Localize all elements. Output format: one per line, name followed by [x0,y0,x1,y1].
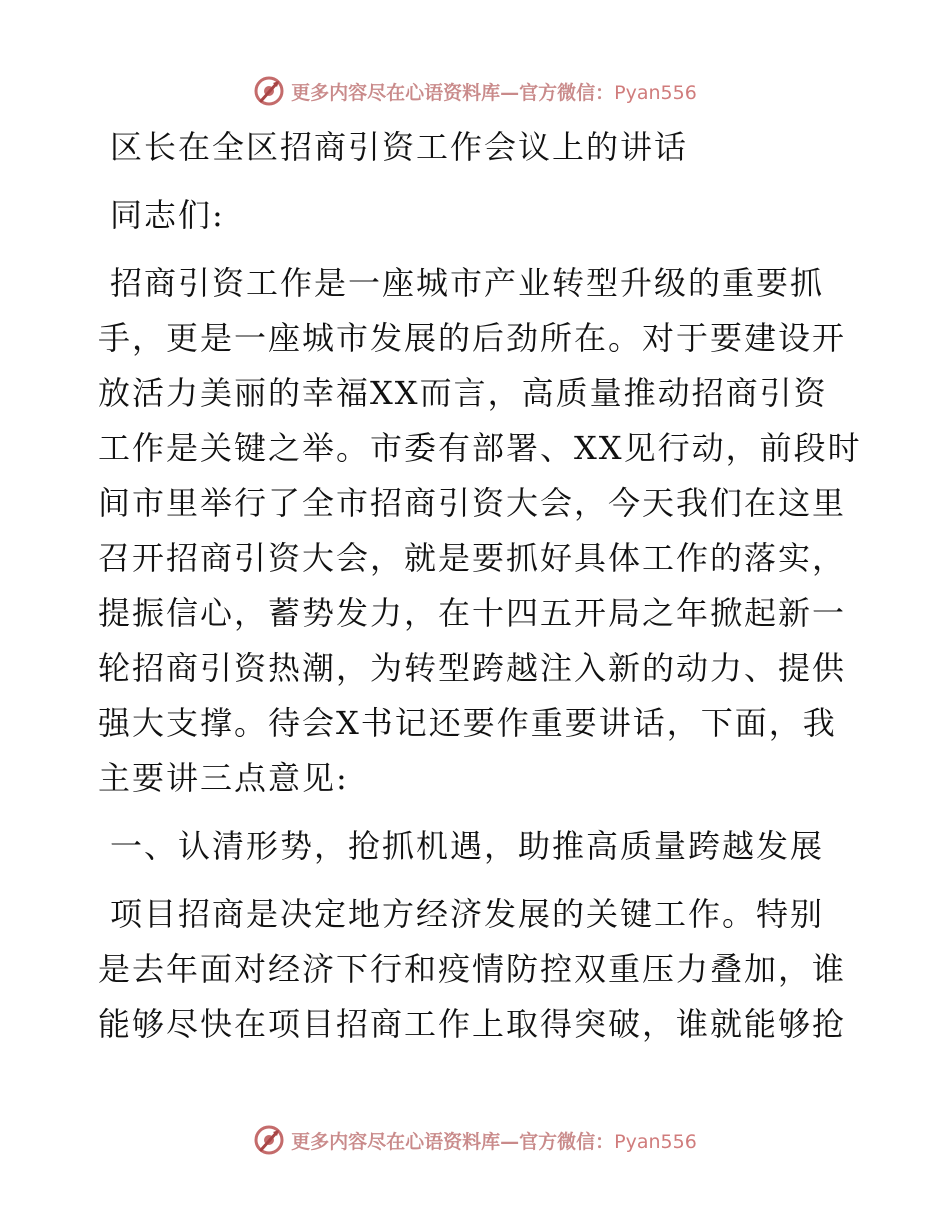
watermark-id: Pyan556 [614,1130,697,1153]
watermark-text: 更多内容尽在心语资料库—官方微信：Pyan556 [291,1130,697,1153]
paragraph-line: 放活力美丽的幸福XX而言，高质量推动招商引资 [98,374,828,412]
document-body [98,120,862,1052]
paragraph-line: 提振信心，蓄势发力，在十四五开局之年掀起新一 [98,594,847,632]
watermark-id: Pyan556 [614,81,697,104]
paragraph-line: 间市里举行了全市招商引资大会，今天我们在这里 [98,484,847,522]
watermark-logo-icon [253,75,285,107]
paragraph-1 [98,256,862,806]
watermark-logo-icon [253,1124,285,1156]
paragraph-2 [98,887,858,1052]
paragraph-line: 项目招商是决定地方经济发展的关键工作。特别 [110,895,825,933]
paragraph-line: 工作是关键之举。市委有部署、XX见行动，前段时 [98,429,862,467]
section-heading-1: 一、认清形势，抢抓机遇，助推高质量跨越发展 [110,827,825,865]
watermark-header [0,71,950,111]
paragraph-line: 主要讲三点意见: [98,759,349,797]
watermark-footer [0,1120,950,1160]
paragraph-line: 能够尽快在项目招商工作上取得突破，谁就能够抢 [98,1005,847,1043]
salutation: 同志们: [110,196,225,234]
paragraph-line: 是去年面对经济下行和疫情防控双重压力叠加，谁 [98,950,847,988]
document-title: 区长在全区招商引资工作会议上的讲话 [110,128,689,166]
paragraph-line: 手，更是一座城市发展的后劲所在。对于要建设开 [98,319,847,357]
paragraph-line: 强大支撑。待会X书记还要作重要讲话，下面，我 [98,704,837,742]
paragraph-line: 召开招商引资大会，就是要抓好具体工作的落实， [98,539,847,577]
paragraph-line: 轮招商引资热潮，为转型跨越注入新的动力、提供 [98,649,847,687]
watermark-text: 更多内容尽在心语资料库—官方微信：Pyan556 [291,81,697,104]
paragraph-line: 招商引资工作是一座城市产业转型升级的重要抓 [110,264,825,302]
